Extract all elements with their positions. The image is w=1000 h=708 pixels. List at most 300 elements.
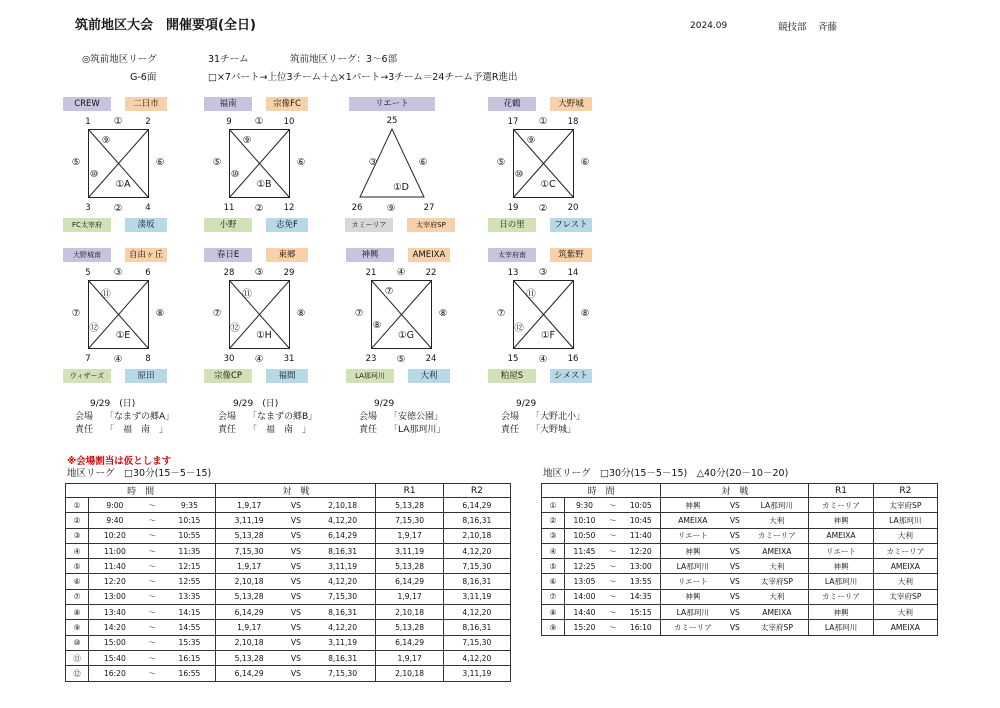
table-cell: 3,11,19 bbox=[310, 559, 376, 574]
table-cell: 11:00 bbox=[89, 543, 141, 558]
table-cell: 14:35 bbox=[621, 589, 660, 604]
table-cell: 14:00 bbox=[565, 589, 604, 604]
match-left: ⑦ bbox=[354, 308, 364, 319]
venue-name: 「なまずの郷B」 bbox=[248, 412, 318, 422]
table-cell: 3,11,19 bbox=[443, 666, 510, 681]
table-row bbox=[542, 589, 938, 604]
table-cell: 太宰府SP bbox=[873, 589, 937, 604]
table-cell: ③ bbox=[542, 528, 565, 543]
table-cell: ⑩ bbox=[66, 635, 89, 650]
table-cell: 12:20 bbox=[621, 543, 660, 558]
team-number: 31 bbox=[283, 354, 295, 364]
table-cell: ⑤ bbox=[542, 559, 565, 574]
team-number: 4 bbox=[145, 203, 151, 213]
team-number: 19 bbox=[507, 203, 519, 213]
table-cell: ② bbox=[66, 513, 89, 528]
table-cell: 5,13,28 bbox=[216, 528, 282, 543]
team-number: 18 bbox=[567, 117, 579, 127]
table-cell: 13:00 bbox=[89, 589, 141, 604]
match-right: ⑥ bbox=[418, 157, 428, 168]
table-cell: 1,9,17 bbox=[376, 589, 443, 604]
table-cell: 16:15 bbox=[164, 650, 216, 665]
team-tag: 神興 bbox=[346, 248, 394, 262]
right-schedule-table bbox=[541, 483, 938, 636]
table-cell: VS bbox=[724, 589, 745, 604]
table-cell: 2,10,18 bbox=[216, 635, 282, 650]
match-top: ③ bbox=[113, 267, 123, 278]
team-tag: 志免F bbox=[266, 218, 308, 232]
table-cell: 14:55 bbox=[164, 620, 216, 635]
table-cell: AMEIXA bbox=[661, 513, 725, 528]
person: 斉藤 bbox=[818, 22, 838, 33]
table-cell: VS bbox=[282, 650, 310, 665]
table-cell: VS bbox=[282, 620, 310, 635]
venue-date: 9/29 bbox=[374, 399, 395, 409]
match-diag1: ⑪ bbox=[242, 289, 252, 300]
table-cell: 5,13,28 bbox=[376, 498, 443, 513]
doc-date: 2024.09 bbox=[690, 21, 728, 31]
table-cell: VS bbox=[282, 543, 310, 558]
resp-label: 責任 bbox=[218, 425, 237, 435]
team-tag: 大利 bbox=[408, 369, 450, 383]
table-cell: AMEIXA bbox=[873, 559, 937, 574]
group-label: ①D bbox=[393, 182, 409, 193]
table-cell: 1,9,17 bbox=[216, 559, 282, 574]
table-row bbox=[66, 666, 511, 681]
table-row bbox=[66, 620, 511, 635]
table-cell: ～ bbox=[604, 620, 621, 635]
resp-name: 「 福 南 」 bbox=[248, 425, 312, 435]
table-cell: ～ bbox=[604, 559, 621, 574]
table-cell: 大利 bbox=[745, 589, 809, 604]
team-number: 12 bbox=[283, 203, 295, 213]
team-number: 6 bbox=[145, 268, 151, 278]
team-tag: 二日市 bbox=[125, 97, 167, 111]
match-bottom: ④ bbox=[538, 354, 548, 365]
table-cell: 11:45 bbox=[565, 543, 604, 558]
table-row bbox=[542, 498, 938, 513]
table-cell: 10:50 bbox=[565, 528, 604, 543]
table-cell: AMEIXA bbox=[809, 528, 873, 543]
team-number: 11 bbox=[223, 203, 235, 213]
table-cell: 3,11,19 bbox=[376, 543, 443, 558]
table-cell: 9:00 bbox=[89, 498, 141, 513]
team-number: 27 bbox=[423, 203, 435, 213]
col-time: 時 間 bbox=[66, 484, 216, 498]
table-row bbox=[66, 635, 511, 650]
table-cell: 6,14,29 bbox=[216, 666, 282, 681]
table-cell: AMEIXA bbox=[745, 543, 809, 558]
table-cell: 10:10 bbox=[565, 513, 604, 528]
table-cell: 9:40 bbox=[89, 513, 141, 528]
table-cell: VS bbox=[282, 528, 310, 543]
match-bottom: ⑨ bbox=[386, 203, 396, 214]
col-time: 時 間 bbox=[542, 484, 661, 498]
match-left: ⑤ bbox=[496, 157, 506, 168]
table-row bbox=[66, 574, 511, 589]
table-cell: 2,10,18 bbox=[443, 528, 510, 543]
table-cell: LA那珂川 bbox=[873, 513, 937, 528]
table-cell: 大利 bbox=[873, 605, 937, 620]
match-diag2: ⑩ bbox=[514, 169, 524, 180]
table-cell: ⑧ bbox=[542, 605, 565, 620]
team-number: 22 bbox=[425, 268, 437, 278]
match-diag1: ⑨ bbox=[526, 135, 536, 146]
table-row bbox=[542, 513, 938, 528]
table-cell: 神興 bbox=[809, 605, 873, 620]
team-tag: 太宰府SP bbox=[407, 218, 455, 232]
table-cell: カミーリア bbox=[809, 498, 873, 513]
match-left: ③ bbox=[368, 157, 378, 168]
match-diag1: ⑨ bbox=[101, 135, 111, 146]
table-cell: ～ bbox=[604, 589, 621, 604]
match-left: ⑦ bbox=[212, 308, 222, 319]
table-cell: ～ bbox=[141, 498, 164, 513]
table-cell: VS bbox=[724, 498, 745, 513]
match-diag2: ⑫ bbox=[514, 323, 524, 334]
table-cell: LA那珂川 bbox=[809, 574, 873, 589]
team-number: 30 bbox=[223, 354, 235, 364]
table-cell: 10:55 bbox=[164, 528, 216, 543]
table-cell: ③ bbox=[66, 528, 89, 543]
match-top: ① bbox=[113, 116, 123, 127]
left-schedule-table bbox=[65, 483, 511, 682]
info-format: □×7パート→上位3チーム＋△×1パート→3チーム＝24チーム予選R進出 bbox=[208, 72, 518, 83]
match-top: ④ bbox=[396, 267, 406, 278]
table-cell: VS bbox=[282, 513, 310, 528]
team-tag: FC太宰府 bbox=[63, 218, 111, 232]
table-cell: 神興 bbox=[661, 543, 725, 558]
table-row bbox=[66, 559, 511, 574]
table-cell: ～ bbox=[141, 589, 164, 604]
venue-name: 「なまずの郷A」 bbox=[105, 412, 175, 422]
table-cell: ～ bbox=[604, 498, 621, 513]
col-match: 対 戦 bbox=[216, 484, 376, 498]
table-cell: 6,14,29 bbox=[216, 605, 282, 620]
table-cell: 2,10,18 bbox=[216, 574, 282, 589]
table-cell: 16:55 bbox=[164, 666, 216, 681]
match-diag2: ⑩ bbox=[89, 169, 99, 180]
match-top: ① bbox=[254, 116, 264, 127]
table-cell: 8,16,31 bbox=[310, 605, 376, 620]
team-number: 25 bbox=[386, 116, 398, 126]
table-cell: リエート bbox=[661, 574, 725, 589]
table-cell: ～ bbox=[141, 620, 164, 635]
table-cell: 1,9,17 bbox=[376, 650, 443, 665]
table-cell: 15:15 bbox=[621, 605, 660, 620]
table-cell: 10:20 bbox=[89, 528, 141, 543]
table-cell: VS bbox=[724, 543, 745, 558]
table-cell: ～ bbox=[141, 650, 164, 665]
table-cell: 6,14,29 bbox=[376, 635, 443, 650]
table-cell: ② bbox=[542, 513, 565, 528]
table-cell: 7,15,30 bbox=[310, 666, 376, 681]
match-left: ⑦ bbox=[496, 308, 506, 319]
table-cell: 7,15,30 bbox=[376, 513, 443, 528]
table-cell: VS bbox=[282, 605, 310, 620]
table-cell: VS bbox=[724, 513, 745, 528]
table-cell: 11:35 bbox=[164, 543, 216, 558]
table-cell: 8,16,31 bbox=[310, 650, 376, 665]
table-cell: VS bbox=[282, 635, 310, 650]
team-tag: 日の里 bbox=[488, 218, 536, 232]
venue-label: 会場 bbox=[218, 412, 237, 422]
table-cell: カミーリア bbox=[873, 543, 937, 558]
match-top: ① bbox=[538, 116, 548, 127]
table-cell: 大利 bbox=[873, 528, 937, 543]
group-label: ①H bbox=[256, 330, 272, 341]
match-diag1: ⑦ bbox=[384, 286, 394, 297]
table-cell: 神興 bbox=[809, 513, 873, 528]
team-tag: カミーリア bbox=[345, 218, 393, 232]
venue-label: 会場 bbox=[359, 412, 378, 422]
left-table-caption: 地区リーグ □30分(15－5－15) bbox=[67, 468, 212, 479]
team-number: 29 bbox=[283, 268, 295, 278]
group-label: ①F bbox=[541, 330, 555, 341]
table-cell: 5,13,28 bbox=[216, 650, 282, 665]
table-cell: 8,16,31 bbox=[443, 620, 510, 635]
info-fields: G-6面 bbox=[130, 72, 157, 83]
match-right: ⑥ bbox=[580, 157, 590, 168]
table-cell: 14:15 bbox=[164, 605, 216, 620]
table-cell: AMEIXA bbox=[873, 620, 937, 635]
table-cell: VS bbox=[724, 620, 745, 635]
table-cell: ⑪ bbox=[66, 650, 89, 665]
table-cell: 12:25 bbox=[565, 559, 604, 574]
match-right: ⑧ bbox=[296, 308, 306, 319]
table-row bbox=[542, 574, 938, 589]
match-bottom: ⑤ bbox=[396, 354, 406, 365]
col-r2: R2 bbox=[443, 484, 510, 498]
table-cell: カミーリア bbox=[745, 528, 809, 543]
table-cell: 4,12,20 bbox=[310, 620, 376, 635]
table-cell: VS bbox=[724, 528, 745, 543]
table-cell: 14:20 bbox=[89, 620, 141, 635]
team-tag: フレスト bbox=[550, 218, 592, 232]
team-number: 8 bbox=[145, 354, 151, 364]
match-right: ⑧ bbox=[155, 308, 165, 319]
venue-name: 「安徳公園」 bbox=[389, 412, 444, 422]
team-number: 20 bbox=[567, 203, 579, 213]
match-bottom: ② bbox=[538, 203, 548, 214]
table-cell: 7,15,30 bbox=[443, 635, 510, 650]
team-number: 3 bbox=[85, 203, 91, 213]
match-right: ⑧ bbox=[580, 308, 590, 319]
table-cell: 2,10,18 bbox=[376, 605, 443, 620]
table-cell: AMEIXA bbox=[745, 605, 809, 620]
table-cell: 7,15,30 bbox=[443, 559, 510, 574]
venue-label: 会場 bbox=[501, 412, 520, 422]
table-cell: 12:20 bbox=[89, 574, 141, 589]
team-number: 15 bbox=[507, 354, 519, 364]
table-cell: VS bbox=[282, 666, 310, 681]
table-cell: 16:10 bbox=[621, 620, 660, 635]
team-tag: 小野 bbox=[204, 218, 252, 232]
table-cell: ～ bbox=[141, 513, 164, 528]
table-cell: ～ bbox=[141, 559, 164, 574]
team-number: 28 bbox=[223, 268, 235, 278]
info-divisions: 筑前地区リーグ：3～6部 bbox=[290, 54, 398, 65]
team-tag: 太宰府南 bbox=[488, 248, 536, 262]
venue-date: 9/29 bbox=[516, 399, 537, 409]
group-label: ①E bbox=[115, 330, 131, 341]
table-cell: LA那珂川 bbox=[809, 620, 873, 635]
team-tag: 宗像FC bbox=[266, 97, 308, 111]
table-cell: 3,11,19 bbox=[216, 513, 282, 528]
resp-name: 「大野城」 bbox=[531, 425, 577, 435]
col-r1: R1 bbox=[809, 484, 873, 498]
table-cell: 11:40 bbox=[89, 559, 141, 574]
table-cell: 4,12,20 bbox=[443, 650, 510, 665]
table-row bbox=[66, 543, 511, 558]
table-row bbox=[66, 605, 511, 620]
table-cell: 太宰府SP bbox=[745, 620, 809, 635]
team-number: 17 bbox=[507, 117, 519, 127]
match-right: ⑧ bbox=[438, 308, 448, 319]
table-cell: リエート bbox=[809, 543, 873, 558]
table-cell: 6,14,29 bbox=[443, 498, 510, 513]
venue-name: 「大野北小」 bbox=[531, 412, 586, 422]
table-cell: VS bbox=[724, 605, 745, 620]
team-tag: 春日E bbox=[204, 248, 252, 262]
resp-label: 責任 bbox=[359, 425, 378, 435]
table-cell: 3,11,19 bbox=[443, 589, 510, 604]
table-cell: 10:05 bbox=[621, 498, 660, 513]
team-tag: 粕屋S bbox=[488, 369, 536, 383]
col-match: 対 戦 bbox=[661, 484, 809, 498]
group-label: ①C bbox=[540, 179, 556, 190]
table-cell: 8,16,31 bbox=[443, 574, 510, 589]
table-cell: 13:55 bbox=[621, 574, 660, 589]
table-row bbox=[66, 650, 511, 665]
team-tag: 福南 bbox=[204, 97, 252, 111]
match-top: ③ bbox=[538, 267, 548, 278]
team-tag: 原田 bbox=[125, 369, 167, 383]
table-cell: VS bbox=[724, 574, 745, 589]
group-label: ①B bbox=[256, 179, 272, 190]
table-cell: 6,14,29 bbox=[310, 528, 376, 543]
resp-label: 責任 bbox=[75, 425, 94, 435]
table-cell: リエート bbox=[661, 528, 725, 543]
table-cell: 4,12,20 bbox=[310, 513, 376, 528]
venue-date: 9/29 (日) bbox=[233, 399, 279, 409]
team-tag: 宗像CP bbox=[204, 369, 252, 383]
match-right: ⑥ bbox=[296, 157, 306, 168]
table-cell: 7,15,30 bbox=[216, 543, 282, 558]
table-cell: 大利 bbox=[873, 574, 937, 589]
col-r1: R1 bbox=[376, 484, 443, 498]
table-cell: 13:40 bbox=[89, 605, 141, 620]
table-cell: 7,15,30 bbox=[310, 589, 376, 604]
table-cell: LA那珂川 bbox=[661, 559, 725, 574]
table-cell: ⑨ bbox=[542, 620, 565, 635]
table-cell: ⑫ bbox=[66, 666, 89, 681]
team-tag: 自由ヶ丘 bbox=[125, 248, 167, 262]
match-top: ③ bbox=[254, 267, 264, 278]
team-tag: リエート bbox=[349, 97, 435, 111]
table-cell: ～ bbox=[141, 574, 164, 589]
table-cell: 13:35 bbox=[164, 589, 216, 604]
dept: 競技部 bbox=[778, 22, 807, 33]
table-cell: 5,13,28 bbox=[216, 589, 282, 604]
match-diag2: ⑫ bbox=[89, 323, 99, 334]
match-diag2: ⑫ bbox=[230, 323, 240, 334]
table-cell: 13:00 bbox=[621, 559, 660, 574]
team-tag: ウィザーズ bbox=[63, 369, 111, 383]
table-cell: ～ bbox=[141, 543, 164, 558]
team-tag: CREW bbox=[63, 97, 111, 111]
match-bottom: ④ bbox=[113, 354, 123, 365]
table-row bbox=[66, 498, 511, 513]
table-cell: 10:15 bbox=[164, 513, 216, 528]
table-cell: VS bbox=[282, 574, 310, 589]
table-cell: 12:15 bbox=[164, 559, 216, 574]
match-bottom: ② bbox=[254, 203, 264, 214]
team-number: 5 bbox=[85, 268, 91, 278]
table-cell: 6,14,29 bbox=[376, 574, 443, 589]
table-cell: 大利 bbox=[745, 513, 809, 528]
table-cell: ⑤ bbox=[66, 559, 89, 574]
table-cell: 12:55 bbox=[164, 574, 216, 589]
match-left: ⑦ bbox=[71, 308, 81, 319]
table-row bbox=[542, 543, 938, 558]
table-cell: 8,16,31 bbox=[310, 543, 376, 558]
table-cell: ～ bbox=[141, 605, 164, 620]
table-cell: ～ bbox=[604, 513, 621, 528]
table-cell: 14:40 bbox=[565, 605, 604, 620]
table-cell: VS bbox=[724, 559, 745, 574]
table-row bbox=[542, 559, 938, 574]
table-cell: ④ bbox=[66, 543, 89, 558]
table-cell: LA那珂川 bbox=[745, 498, 809, 513]
table-cell: ～ bbox=[604, 528, 621, 543]
team-tag: 大野城 bbox=[550, 97, 592, 111]
table-cell: ① bbox=[542, 498, 565, 513]
resp-label: 責任 bbox=[501, 425, 520, 435]
table-cell: VS bbox=[282, 559, 310, 574]
table-cell: 8,16,31 bbox=[443, 513, 510, 528]
team-tag: 湊坂 bbox=[125, 218, 167, 232]
table-row bbox=[542, 605, 938, 620]
info-teams: 31チーム bbox=[208, 54, 249, 65]
table-cell: ⑦ bbox=[542, 589, 565, 604]
team-number: 16 bbox=[567, 354, 579, 364]
table-cell: 15:20 bbox=[565, 620, 604, 635]
table-cell: ⑧ bbox=[66, 605, 89, 620]
table-cell: 2,10,18 bbox=[310, 498, 376, 513]
table-cell: 大利 bbox=[745, 559, 809, 574]
team-number: 23 bbox=[365, 354, 377, 364]
venue-date: 9/29 (日) bbox=[90, 399, 136, 409]
team-tag: 花鶴 bbox=[488, 97, 536, 111]
table-cell: 16:20 bbox=[89, 666, 141, 681]
team-number: 7 bbox=[85, 354, 91, 364]
team-tag: 福間 bbox=[266, 369, 308, 383]
table-cell: ⑦ bbox=[66, 589, 89, 604]
team-tag: LA那珂川 bbox=[346, 369, 394, 383]
table-cell: 9:35 bbox=[164, 498, 216, 513]
team-number: 24 bbox=[425, 354, 437, 364]
team-number: 10 bbox=[283, 117, 295, 127]
team-number: 26 bbox=[351, 203, 363, 213]
page-title: 筑前地区大会 開催要項(全日) bbox=[75, 18, 256, 33]
table-cell: 4,12,20 bbox=[310, 574, 376, 589]
table-cell: VS bbox=[282, 589, 310, 604]
table-cell: 3,11,19 bbox=[310, 635, 376, 650]
table-cell: ④ bbox=[542, 543, 565, 558]
match-diag2: ⑩ bbox=[230, 169, 240, 180]
team-tag: 大野城南 bbox=[63, 248, 111, 262]
